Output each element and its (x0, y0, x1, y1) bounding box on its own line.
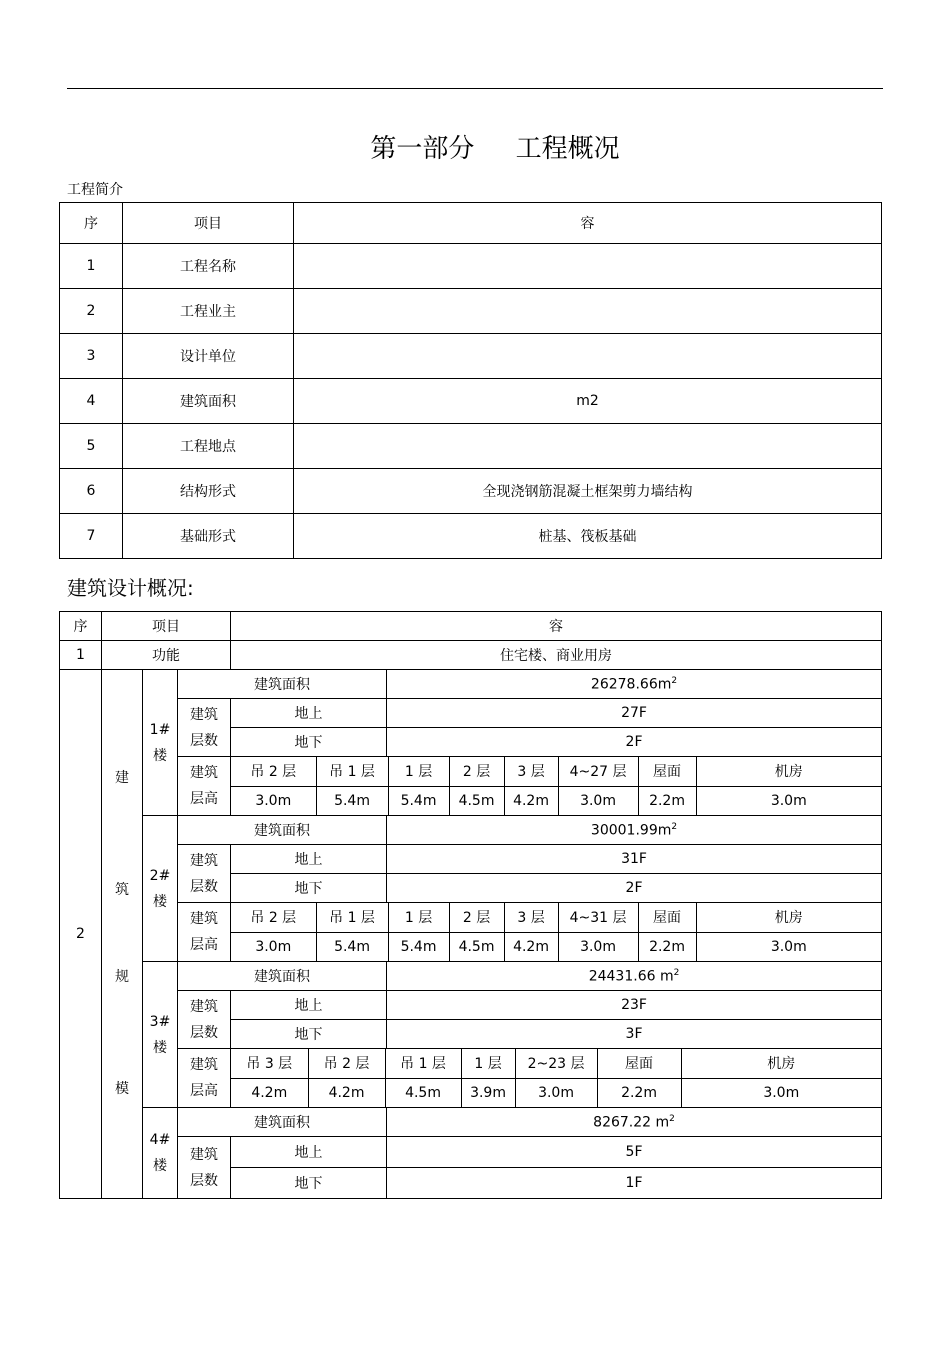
below-label: 地下 (231, 1168, 387, 1199)
building-suffix: 楼 (153, 893, 167, 910)
row-item: 工程名称 (123, 244, 294, 289)
level-cell: 屋面 (638, 903, 696, 932)
below-value: 3F (387, 1020, 882, 1049)
level-cell: 2~23 层 (515, 1049, 597, 1078)
row-content (294, 244, 882, 289)
table-row (60, 289, 882, 334)
row-item: 结构形式 (123, 469, 294, 514)
table-row (60, 670, 882, 699)
height-cell: 4.2m (504, 932, 558, 961)
building-label (143, 1108, 178, 1199)
building-number: 4# (149, 1132, 171, 1148)
row-content (294, 334, 882, 379)
height-cell: 4.2m (308, 1078, 385, 1107)
row-content: 全现浇钢筋混凝土框架剪力墙结构 (294, 469, 882, 514)
level-cell: 吊 2 层 (308, 1049, 385, 1078)
below-label: 地下 (231, 728, 387, 757)
level-cell: 吊 1 层 (316, 903, 388, 932)
above-label: 地上 (231, 991, 387, 1020)
above-label: 地上 (231, 1137, 387, 1168)
level-cell: 4~31 层 (558, 903, 638, 932)
level-cell: 吊 1 层 (316, 757, 388, 786)
row-content: 住宅楼、商业用房 (231, 641, 882, 670)
height-cell: 3.9m (461, 1078, 515, 1107)
row-item: 建筑面积 (123, 379, 294, 424)
height-row (231, 932, 881, 961)
level-height-table (231, 757, 881, 815)
height-cell: 5.4m (316, 786, 388, 815)
floors-label: 建筑 层数 (178, 991, 231, 1049)
row-no: 2 (60, 289, 123, 334)
level-height-grid (231, 903, 882, 962)
height-cell: 3.0m (231, 786, 316, 815)
table-row (60, 379, 882, 424)
height-label: 建筑 层高 (178, 1049, 231, 1108)
table-row (60, 244, 882, 289)
table-row (60, 816, 882, 845)
floors-label: 建筑 层数 (178, 845, 231, 903)
table-row (60, 757, 882, 787)
building-suffix: 楼 (153, 747, 167, 764)
scale-label (102, 670, 143, 1199)
level-cell: 吊 1 层 (385, 1049, 461, 1078)
level-cell: 屋面 (597, 1049, 681, 1078)
building-number: 1# (149, 721, 171, 738)
row-item: 基础形式 (123, 514, 294, 559)
table-row (60, 469, 882, 514)
height-cell: 4.5m (449, 786, 504, 815)
level-cell: 吊 2 层 (231, 903, 316, 932)
scale-char: 模 (115, 1080, 129, 1097)
floors-label: 建筑 层数 (178, 1137, 231, 1199)
height-cell: 5.4m (388, 932, 449, 961)
scale-char: 筑 (115, 882, 129, 899)
level-row (231, 1049, 881, 1078)
row-item: 工程地点 (123, 424, 294, 469)
col-header-item: 项目 (102, 612, 231, 641)
level-cell: 3 层 (504, 757, 558, 786)
col-header-item: 项目 (123, 203, 294, 244)
building-number: 2# (149, 867, 171, 884)
level-cell: 机房 (696, 903, 881, 932)
below-label: 地下 (231, 1020, 387, 1049)
building-label (143, 816, 178, 962)
above-value: 5F (387, 1137, 882, 1168)
level-cell: 1 层 (461, 1049, 515, 1078)
level-row (231, 757, 881, 786)
table-row (60, 903, 882, 933)
level-cell: 2 层 (449, 903, 504, 932)
height-cell: 4.2m (504, 786, 558, 815)
scale-char: 建 (115, 770, 129, 787)
height-cell: 3.0m (558, 786, 638, 815)
row-item: 工程业主 (123, 289, 294, 334)
row-no: 1 (60, 244, 123, 289)
building-design-table (59, 611, 882, 1199)
row-no: 4 (60, 379, 123, 424)
area-value: 8267.22 $m^2$ (387, 1108, 882, 1137)
row-content: 桩基、筏板基础 (294, 514, 882, 559)
area-value: 24431.66 $m^2$ (387, 962, 882, 991)
col-header-no: 序 (60, 203, 123, 244)
height-cell: 3.0m (696, 786, 881, 815)
level-height-grid (231, 757, 882, 816)
height-cell: 5.4m (316, 932, 388, 961)
building-number: 3# (149, 1013, 171, 1030)
level-cell: 机房 (696, 757, 881, 786)
level-cell: 吊 2 层 (231, 757, 316, 786)
area-label: 建筑面积 (178, 816, 387, 845)
row-item: 功能 (102, 641, 231, 670)
height-cell: 3.0m (696, 932, 881, 961)
height-label: 建筑 层高 (178, 903, 231, 962)
row-no: 6 (60, 469, 123, 514)
building-suffix: 楼 (153, 1039, 167, 1056)
table-row (60, 1137, 882, 1168)
row-no: 2 (60, 670, 102, 1199)
height-cell: 3.0m (681, 1078, 881, 1107)
level-cell: 机房 (681, 1049, 881, 1078)
height-cell: 2.2m (638, 932, 696, 961)
page-title: 第一部分 工程概况 (370, 134, 620, 164)
row-content (294, 424, 882, 469)
table-row (60, 699, 882, 728)
table-row (60, 845, 882, 874)
level-cell: 2 层 (449, 757, 504, 786)
level-height-grid (231, 1049, 882, 1108)
height-cell: 3.0m (558, 932, 638, 961)
col-header-content: 容 (294, 203, 882, 244)
above-label: 地上 (231, 699, 387, 728)
building-suffix: 楼 (153, 1158, 167, 1174)
level-cell: 4~27 层 (558, 757, 638, 786)
table-row (60, 1108, 882, 1137)
table-header-row (60, 612, 882, 641)
table-row (60, 424, 882, 469)
height-row (231, 1078, 881, 1107)
area-value: $26278.66m^2$ (387, 670, 882, 699)
level-cell: 1 层 (388, 757, 449, 786)
height-row (231, 786, 881, 815)
col-header-content: 容 (231, 612, 882, 641)
row-no: 3 (60, 334, 123, 379)
table-row (60, 514, 882, 559)
above-value: 23F (387, 991, 882, 1020)
table-row (60, 334, 882, 379)
header-rule (67, 88, 883, 89)
area-label: 建筑面积 (178, 670, 387, 699)
below-value: 1F (387, 1168, 882, 1199)
level-cell: 3 层 (504, 903, 558, 932)
table-row (60, 962, 882, 991)
row-content (294, 289, 882, 334)
level-cell: 1 层 (388, 903, 449, 932)
area-value: $30001.99m^2$ (387, 816, 882, 845)
section-heading-design: 建筑设计概况: (67, 576, 194, 600)
above-label: 地上 (231, 845, 387, 874)
above-value: 31F (387, 845, 882, 874)
height-cell: 4.5m (385, 1078, 461, 1107)
above-value: 27F (387, 699, 882, 728)
scale-char: 规 (115, 969, 129, 985)
section-heading-overview: 工程简介 (67, 182, 123, 198)
table-header-row (60, 203, 882, 244)
height-cell: 4.2m (231, 1078, 308, 1107)
height-cell: 4.5m (449, 932, 504, 961)
height-cell: 3.0m (231, 932, 316, 961)
area-label: 建筑面积 (178, 1108, 387, 1137)
col-header-no: 序 (60, 612, 102, 641)
level-cell: 吊 3 层 (231, 1049, 308, 1078)
below-label: 地下 (231, 874, 387, 903)
level-height-table (231, 1049, 881, 1107)
below-value: 2F (387, 874, 882, 903)
project-overview-table (59, 202, 882, 559)
height-label: 建筑 层高 (178, 757, 231, 816)
building-label (143, 962, 178, 1108)
level-row (231, 903, 881, 932)
height-cell: 2.2m (638, 786, 696, 815)
row-item: 设计单位 (123, 334, 294, 379)
row-no: 7 (60, 514, 123, 559)
level-cell: 屋面 (638, 757, 696, 786)
building-label (143, 670, 178, 816)
below-value: 2F (387, 728, 882, 757)
row-no: 5 (60, 424, 123, 469)
area-label: 建筑面积 (178, 962, 387, 991)
floors-label: 建筑 层数 (178, 699, 231, 757)
height-cell: 5.4m (388, 786, 449, 815)
table-row (60, 1049, 882, 1079)
table-row (60, 991, 882, 1020)
level-height-table (231, 903, 881, 961)
height-cell: 2.2m (597, 1078, 681, 1107)
height-cell: 3.0m (515, 1078, 597, 1107)
table-row (60, 641, 882, 670)
row-no: 1 (60, 641, 102, 670)
row-content: m2 (294, 379, 882, 424)
